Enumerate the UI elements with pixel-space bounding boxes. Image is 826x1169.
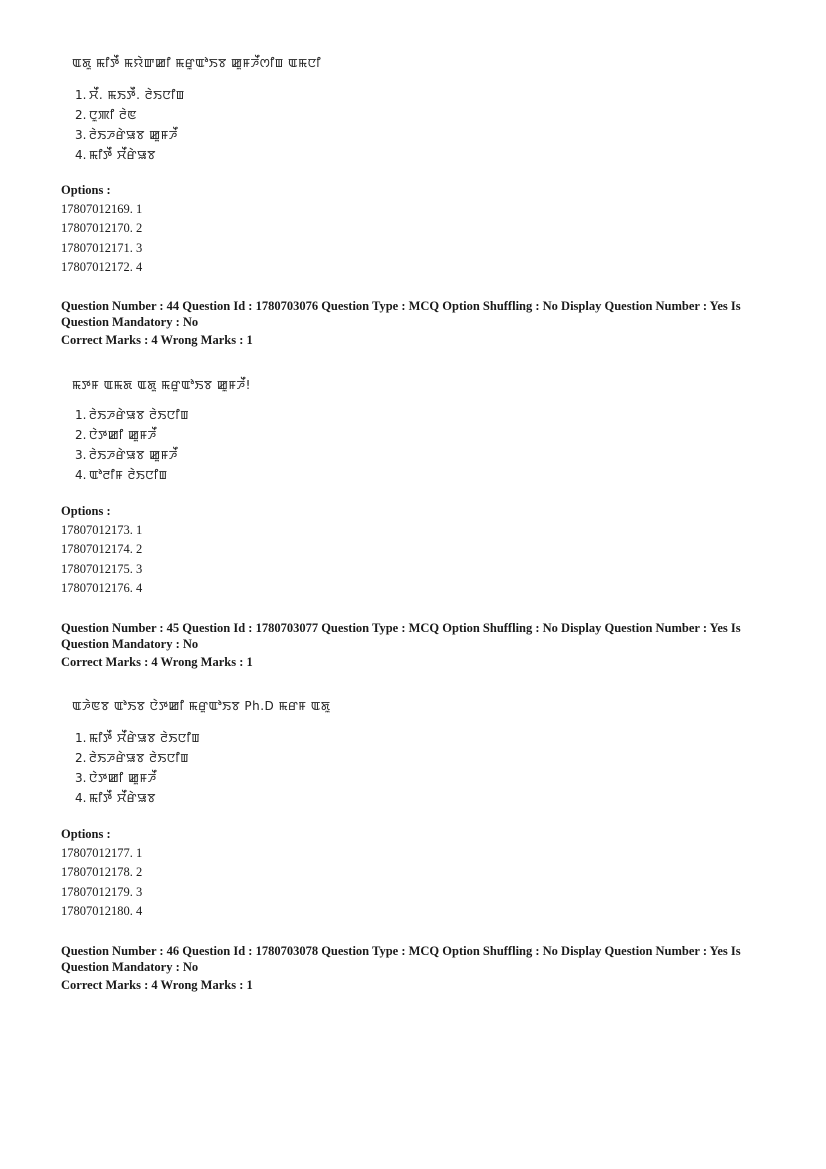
options-label: Options :	[61, 504, 111, 518]
question-meta-line: Question Mandatory : No	[61, 637, 199, 651]
marks-line: Correct Marks : 4 Wrong Marks : 1	[61, 333, 253, 347]
answer-choice-list	[75, 85, 185, 165]
question-meta-line: Question Mandatory : No	[61, 960, 199, 974]
question-meta-line: Question Number : 44 Question Id : 1780703076 Question Type : MCQ Option Shuffling : No Display Question Number : Yes Is	[61, 299, 741, 313]
answer-choice: 1. ꯆꯩ. ꯃꯏꯇꯩ. ꯂꯥꯏꯅꯤꯡ	[75, 88, 185, 102]
option-id: 17807012180. 4	[61, 903, 143, 918]
option-id: 17807012173. 1	[61, 523, 143, 537]
answer-choice: 3. ꯂꯥꯏꯍꯔꯥꯎꯕ ꯀꯨꯝꯍꯩ	[75, 448, 178, 462]
option-id: 17807012178. 2	[61, 865, 143, 880]
option-id: 17807012177. 1	[61, 846, 143, 860]
marks-line: Correct Marks : 4 Wrong Marks : 1	[61, 655, 253, 669]
answer-choice: 2. ꯅꯨꯄꯤ ꯂꯥꯟ	[75, 108, 137, 122]
answer-choice: 4. ꯃꯤꯇꯩ ꯆꯩꯔꯥꯎꯕ	[75, 791, 156, 805]
question-meta-line: Question Number : 46 Question Id : 1780703078 Question Type : MCQ Option Shuffling : No Display Question Number : Yes Is	[61, 944, 741, 958]
options-block	[61, 825, 142, 921]
option-id: 17807012174. 2	[61, 542, 143, 557]
question-text: ꯃꯇꯝ ꯑꯃꯗ ꯑꯗꯨ ꯃꯔꯨꯑꯣꯏꯕ ꯀꯨꯝꯍꯩ!	[72, 378, 251, 392]
question-meta-line: Question Mandatory : No	[61, 315, 199, 329]
answer-choice: 4. ꯃꯤꯇꯩ ꯆꯩꯔꯥꯎꯕ	[75, 148, 156, 162]
options-block	[61, 502, 142, 598]
answer-choice: 4. ꯑꯣꯂꯤꯝ ꯂꯥꯏꯅꯤꯡ	[75, 468, 168, 482]
answer-choice: 3. ꯅꯥꯇꯀꯤ ꯀꯨꯝꯍꯩ	[75, 771, 157, 785]
answer-choice-list	[75, 728, 200, 808]
question-meta-line: Question Number : 45 Question Id : 1780703077 Question Type : MCQ Option Shuffling : No Display Question Number : Yes Is	[61, 621, 741, 635]
options-label: Options :	[61, 183, 111, 197]
options-block	[61, 181, 142, 277]
question-meta	[61, 298, 761, 348]
answer-choice: 1. ꯂꯥꯏꯍꯔꯥꯎꯕ ꯂꯥꯏꯅꯤꯡ	[75, 408, 190, 422]
question-meta	[61, 620, 761, 670]
option-id: 17807012179. 3	[61, 884, 143, 899]
option-id: 17807012176. 4	[61, 580, 143, 595]
answer-choice: 1. ꯃꯤꯇꯩ ꯆꯩꯔꯥꯎꯕ ꯂꯥꯏꯅꯤꯡ	[75, 731, 201, 745]
answer-choice-list	[75, 405, 189, 485]
option-id: 17807012172. 4	[61, 259, 143, 274]
option-id: 17807012170. 2	[61, 221, 143, 236]
question-meta	[61, 943, 761, 993]
marks-line: Correct Marks : 4 Wrong Marks : 1	[61, 978, 253, 992]
answer-choice: 2. ꯅꯥꯇꯀꯤ ꯀꯨꯝꯍꯩ	[75, 428, 157, 442]
question-text: ꯑꯍꯥꯟꯕ ꯑꯣꯏꯕ ꯅꯥꯇꯀꯤ ꯃꯔꯨꯑꯣꯏꯕ Ph.D ꯃꯔꯝ ꯑꯗꯨ	[72, 699, 331, 713]
option-id: 17807012171. 3	[61, 240, 143, 255]
options-label: Options :	[61, 827, 111, 841]
option-id: 17807012169. 1	[61, 202, 143, 216]
answer-choice: 3. ꯂꯥꯏꯍꯔꯥꯎꯕ ꯀꯨꯝꯍꯩ	[75, 128, 178, 142]
answer-choice: 2. ꯂꯥꯏꯍꯔꯥꯎꯕ ꯂꯥꯏꯅꯤꯡ	[75, 751, 190, 765]
question-text: ꯑꯗꯨ ꯃꯤꯇꯩ ꯃꯌꯥꯛꯀꯤ ꯃꯔꯨꯑꯣꯏꯕ ꯀꯨꯝꯍꯩꯁꯤꯡ ꯑꯃꯅꯤ	[72, 56, 322, 70]
option-id: 17807012175. 3	[61, 561, 143, 576]
